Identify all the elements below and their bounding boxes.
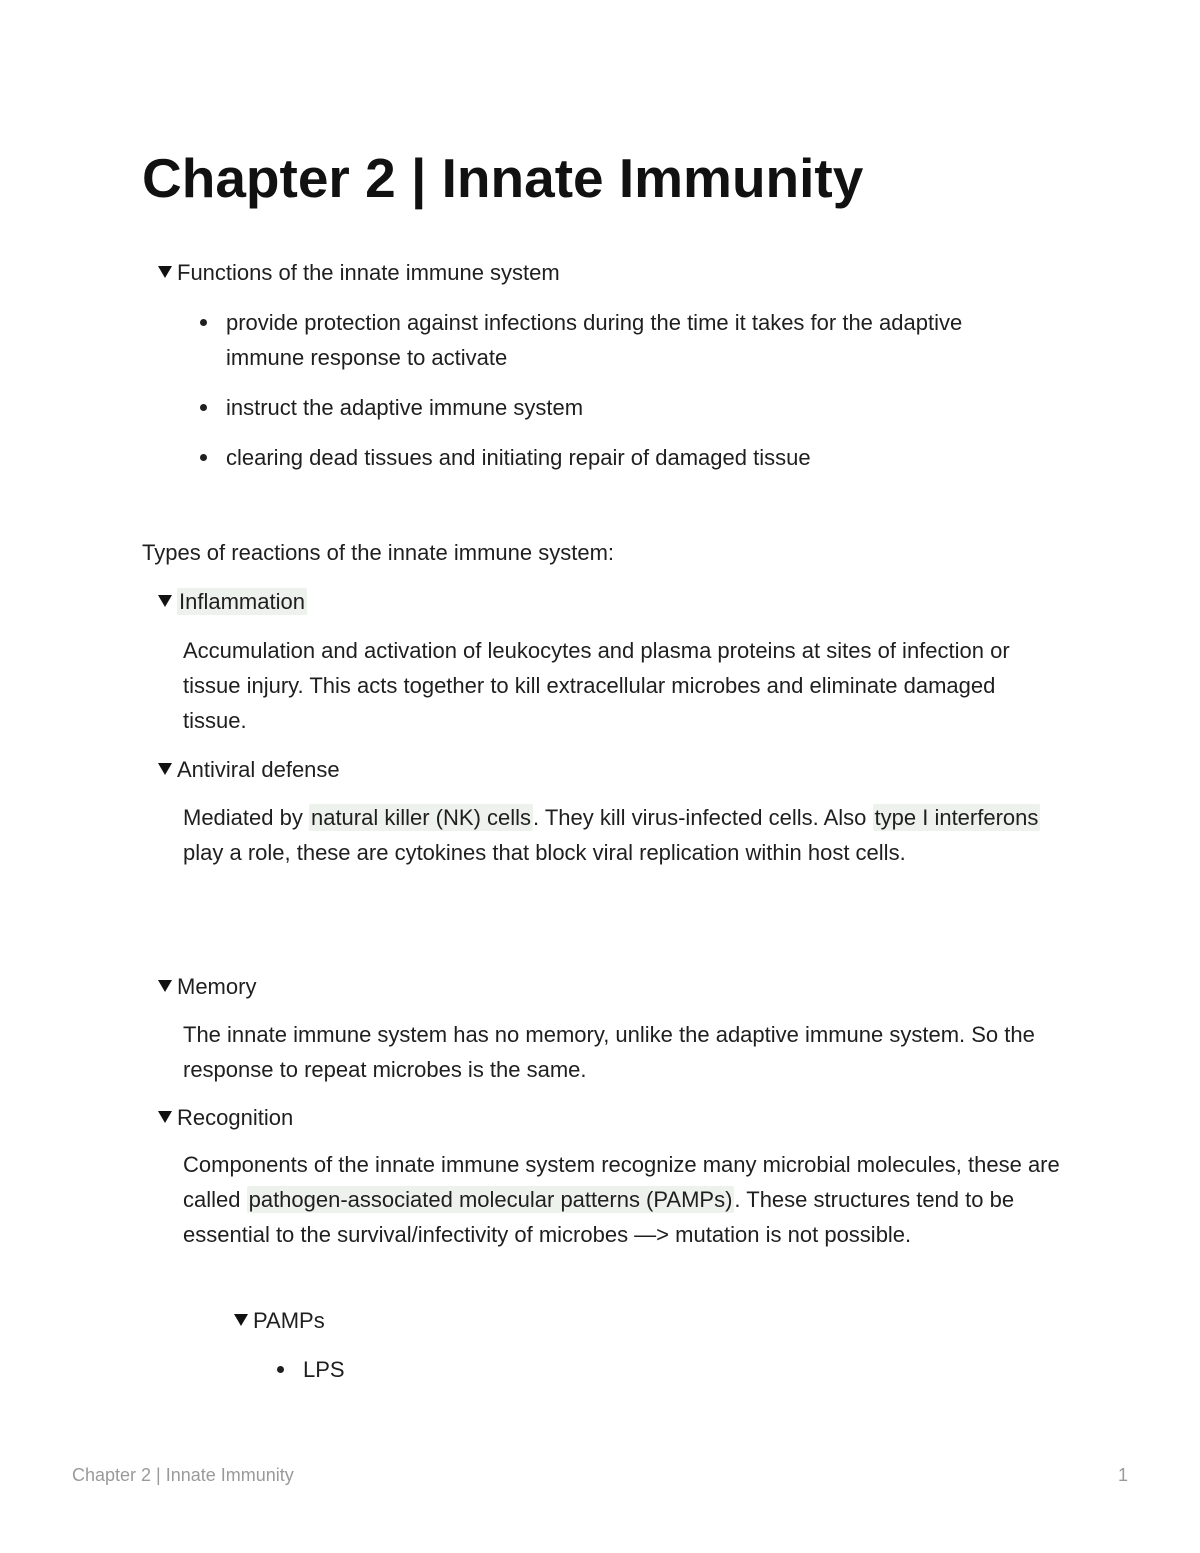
toggle-functions[interactable] [158,255,560,290]
triangle-down-icon[interactable] [234,1314,246,1326]
toggle-antiviral[interactable] [158,752,340,787]
page-number: 1 [1117,1465,1128,1485]
triangle-down-icon[interactable] [158,595,170,607]
toggle-pamps[interactable] [234,1303,325,1338]
types-intro: Types of reactions of the innate immune system: [142,540,615,565]
toggle-pamps-label: PAMPs [253,1308,325,1333]
triangle-down-icon[interactable] [158,266,170,278]
antiviral-body: Mediated by natural killer (NK) cells. They kill virus-infected cells. Also type I interferons play a role, these are cytokines that block viral replication within host cells. [183,805,1039,865]
toggle-memory-label: Memory [177,974,257,999]
toggle-inflammation[interactable] [158,584,307,619]
triangle-down-icon[interactable] [158,980,170,992]
bullet-icon [200,319,207,326]
page-title: Chapter 2 | Innate Immunity [142,147,864,209]
list-item: instruct the adaptive immune system [226,390,1046,425]
term-pamps: pathogen-associated molecular patterns (PAMPs) [248,1187,733,1212]
inflammation-body: Accumulation and activation of leukocytes and plasma proteins at sites of infection or tissue injury. This acts together to kill extracellular microbes and eliminate damaged tissue. [183,638,1010,733]
term-type-i-interferons: type I interferons [874,805,1039,830]
list-item: provide protection against infections during the time it takes for the adaptive immune response to activate [226,305,1046,375]
pamps-list [303,1352,903,1402]
bullet-icon [200,404,207,411]
list-item: clearing dead tissues and initiating repair of damaged tissue [226,440,1046,475]
functions-list [226,305,1046,490]
list-item: LPS [303,1352,903,1387]
triangle-down-icon[interactable] [158,763,170,775]
toggle-functions-label: Functions of the innate immune system [177,260,560,285]
triangle-down-icon[interactable] [158,1111,170,1123]
memory-body: The innate immune system has no memory, unlike the adaptive immune system. So the response to repeat microbes is the same. [183,1022,1035,1082]
toggle-recognition[interactable] [158,1100,293,1135]
recognition-body: Components of the innate immune system recognize many microbial molecules, these are called pathogen-associated molecular patterns (PAMPs). These structures tend to be essential to the survival/infectivity of microbes —> mutation is not possible. [183,1152,1060,1247]
toggle-antiviral-label: Antiviral defense [177,757,340,782]
toggle-memory[interactable] [158,969,256,1004]
term-nk-cells: natural killer (NK) cells [310,805,532,830]
footer-title: Chapter 2 | Innate Immunity [72,1465,294,1485]
toggle-recognition-label: Recognition [177,1105,294,1130]
toggle-inflammation-label: Inflammation [179,589,305,614]
bullet-icon [200,454,207,461]
bullet-icon [277,1366,284,1373]
